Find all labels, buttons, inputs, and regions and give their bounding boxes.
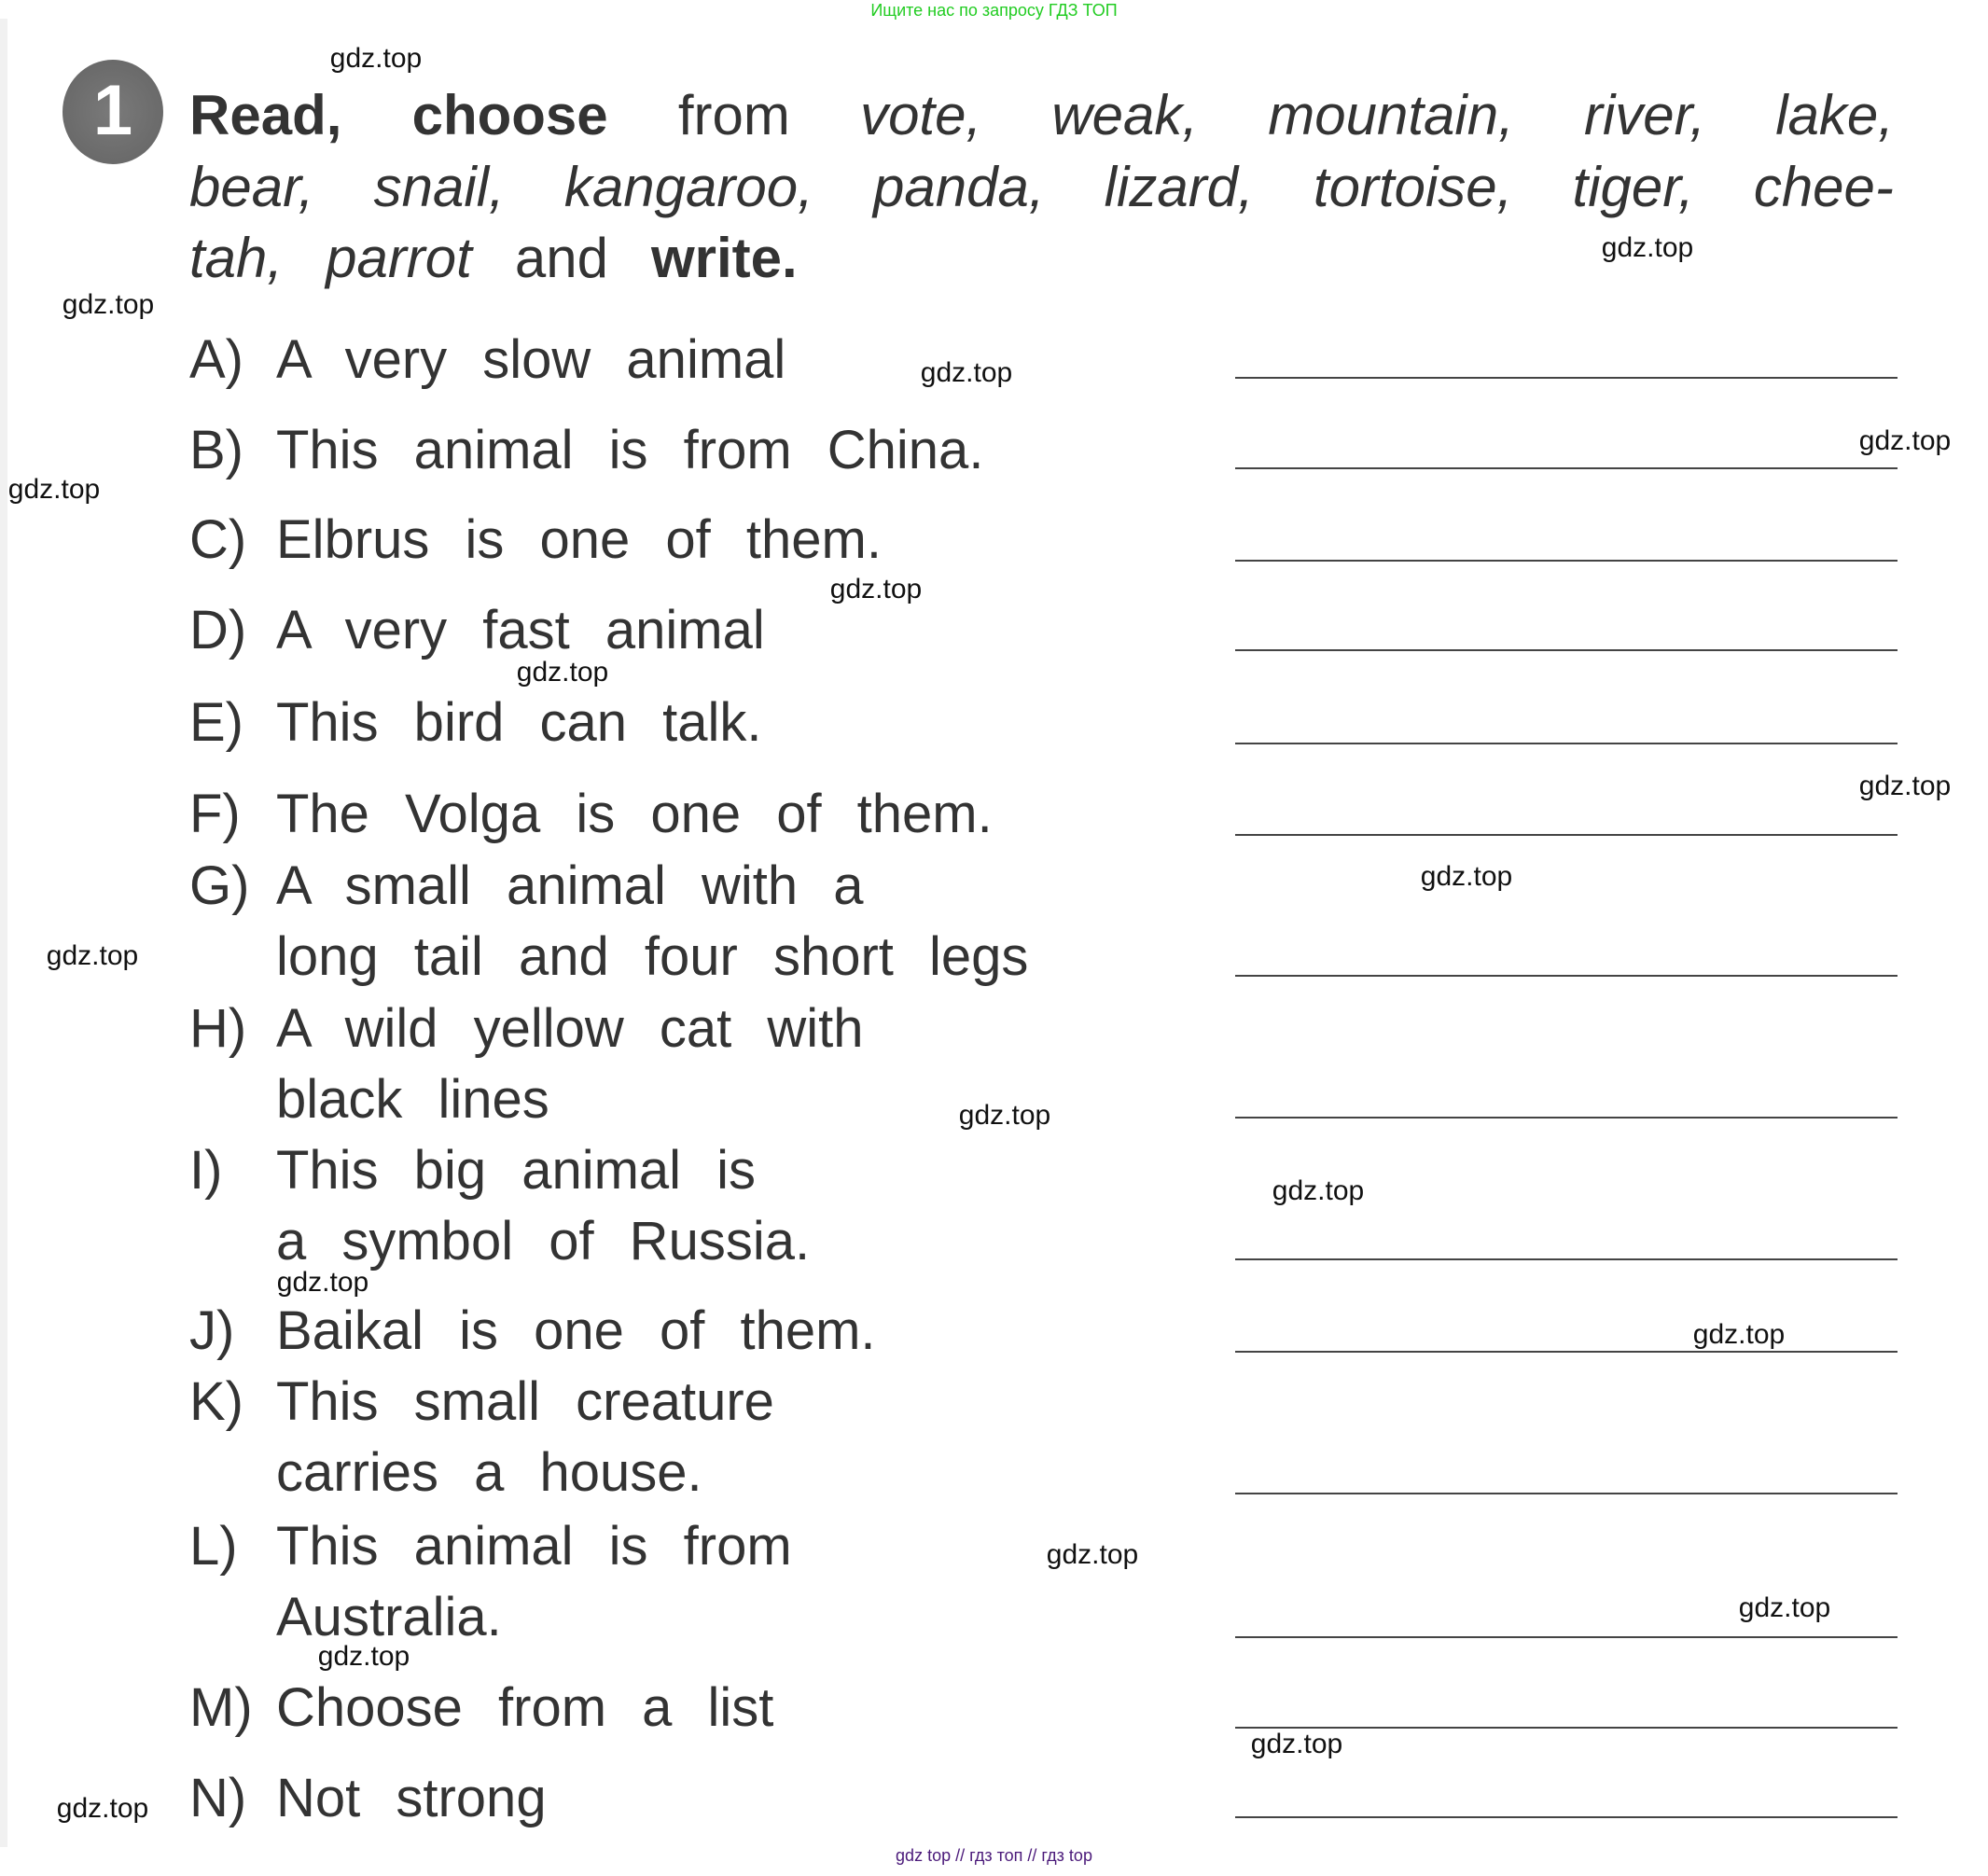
instruction-word: parrot [326, 227, 472, 289]
answer-line[interactable] [1235, 1816, 1898, 1818]
watermark: gdz.top [1046, 1539, 1139, 1570]
question-text: A small animal with a long tail and four short legs [276, 855, 1029, 987]
instruction-word: panda, [872, 156, 1045, 218]
instruction-word: from [677, 84, 790, 146]
watermark: gdz.top [317, 1641, 410, 1672]
instruction-word: Read, [189, 84, 342, 146]
watermark: gdz.top [7, 474, 101, 505]
question-label: A) [189, 329, 243, 390]
watermark: gdz.top [62, 289, 155, 320]
instruction-word: tah, [189, 227, 284, 289]
instruction-line-1 [189, 80, 1894, 151]
question-text: Baikal is one of them. [276, 1300, 876, 1361]
instruction-word: choose [411, 84, 608, 146]
question-label: M) [189, 1677, 253, 1738]
watermark: gdz.top [1858, 425, 1952, 456]
question-label: I) [189, 1140, 223, 1201]
question-text: This animal is from China. [276, 420, 984, 480]
question-label: D) [189, 600, 247, 660]
question-label: G) [189, 855, 250, 916]
instruction-word: river, [1584, 84, 1706, 146]
question-label: C) [189, 509, 247, 570]
watermark: gdz.top [46, 940, 139, 971]
watermark: gdz.top [1420, 861, 1513, 892]
answer-line[interactable] [1235, 1258, 1898, 1260]
instruction-word: tortoise, [1313, 156, 1513, 218]
question-label: E) [189, 692, 243, 753]
watermark: gdz.top [1250, 1729, 1343, 1759]
question-label: N) [189, 1768, 247, 1828]
answer-line[interactable] [1235, 649, 1898, 651]
watermark: gdz.top [329, 43, 423, 74]
instruction-word: write. [650, 227, 798, 289]
instruction-word: tiger, [1572, 156, 1694, 218]
instruction-word: lizard, [1104, 156, 1254, 218]
question-text: This animal is from Australia. [276, 1516, 792, 1647]
answer-line[interactable] [1235, 743, 1898, 744]
instruction-line-2 [189, 152, 1894, 223]
exercise-number: 1 [92, 71, 133, 150]
watermark: gdz.top [276, 1267, 369, 1298]
answer-line[interactable] [1235, 560, 1898, 562]
page-edge-shade [0, 19, 7, 1847]
answer-line[interactable] [1235, 1636, 1898, 1638]
question-label: H) [189, 998, 247, 1059]
instruction-word: mountain, [1268, 84, 1514, 146]
question-text: A very fast animal [276, 600, 765, 660]
instruction-word: snail, [373, 156, 505, 218]
search-hint[interactable]: Ищите нас по запросу ГДЗ ТОП [870, 1, 1118, 20]
instruction-word: bear, [189, 156, 314, 218]
watermark: gdz.top [516, 657, 609, 688]
answer-line[interactable] [1235, 1493, 1898, 1494]
watermark: gdz.top [1858, 771, 1952, 801]
watermark: gdz.top [1738, 1592, 1831, 1623]
question-label: F) [189, 784, 241, 844]
question-label: L) [189, 1516, 238, 1577]
question-text: This big animal is a symbol of Russia. [276, 1140, 811, 1272]
answer-line[interactable] [1235, 1117, 1898, 1119]
footer-links[interactable]: gdz top // гдз топ // гдз top [896, 1846, 1092, 1865]
instruction-word: weak, [1051, 84, 1199, 146]
watermark: gdz.top [1272, 1175, 1365, 1206]
question-label: J) [189, 1300, 235, 1361]
answer-line[interactable] [1235, 1351, 1898, 1353]
instruction-word: and [514, 227, 608, 289]
question-text: The Volga is one of them. [276, 784, 993, 844]
question-text: Elbrus is one of them. [276, 509, 882, 570]
watermark: gdz.top [1601, 232, 1694, 263]
question-text: A wild yellow cat with black lines [276, 998, 864, 1130]
instruction-word: kangaroo, [563, 156, 813, 218]
answer-line[interactable] [1235, 834, 1898, 836]
question-label: B) [189, 420, 243, 480]
answer-line[interactable] [1235, 975, 1898, 977]
question-text: A very slow animal [276, 329, 786, 390]
question-text: This bird can talk. [276, 692, 762, 753]
question-text: Not strong [276, 1768, 547, 1828]
watermark: gdz.top [920, 357, 1013, 388]
instruction-word: vote, [860, 84, 982, 146]
question-text: This small creature carries a house. [276, 1371, 774, 1503]
instruction-word: lake, [1775, 84, 1894, 146]
exercise-number-badge [63, 60, 163, 164]
watermark: gdz.top [56, 1793, 149, 1824]
question-label: K) [189, 1371, 243, 1432]
watermark: gdz.top [829, 574, 923, 604]
question-text: Choose from a list [276, 1677, 774, 1738]
answer-line[interactable] [1235, 377, 1898, 379]
watermark: gdz.top [1692, 1319, 1786, 1350]
instruction-word: chee- [1753, 156, 1894, 218]
answer-line[interactable] [1235, 467, 1898, 469]
watermark: gdz.top [958, 1100, 1051, 1131]
